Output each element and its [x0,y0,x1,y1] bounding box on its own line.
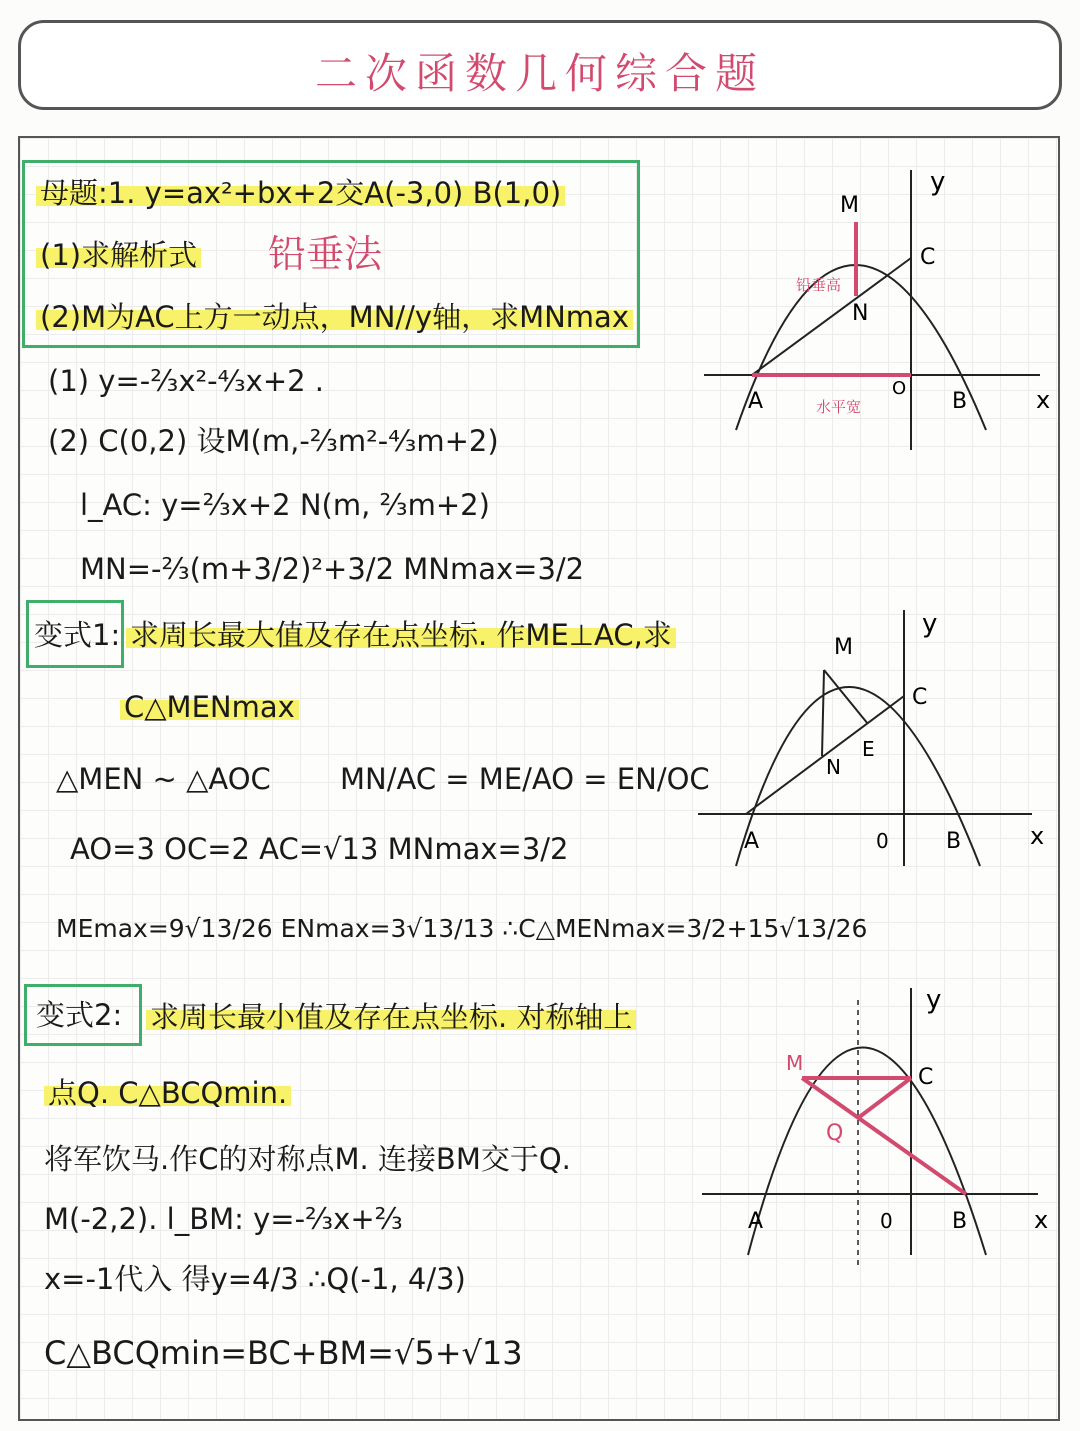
line-ac [746,696,904,814]
label-a: A [748,389,764,414]
label-n: N [826,755,841,779]
label-o: O [892,378,907,399]
variant1-values: AO=3 OC=2 AC=√13 MNmax=3/2 [70,832,569,866]
page-title: 二次函数几何综合题 [314,49,765,98]
label-x: x [1030,822,1045,850]
variant2-question-2: 点Q. C△BCQmin. [44,1076,291,1110]
label-x: x [1036,386,1051,414]
label-x: x [1034,1206,1049,1234]
segment-me [824,670,868,724]
variant2-tag: 变式2: [36,998,123,1032]
label-q: Q [826,1121,844,1146]
label-m: M [840,193,859,218]
segment-mn [822,670,824,756]
variant2-step-4: C△BCQmin=BC+BM=√5+√13 [44,1334,523,1372]
main-line-1: 母题:1. y=ax²+bx+2交A(-3,0) B(1,0) [36,176,565,210]
variant1-similar: △MEN ∼ △AOC [56,762,271,796]
label-n: N [852,301,869,326]
label-a: A [744,829,760,854]
graph-3 [690,980,1060,1280]
graph-1 [690,160,1060,460]
label-m: M [834,635,853,660]
solution-3: l_AC: y=⅔x+2 N(m, ⅔m+2) [80,488,490,522]
label-e: E [862,737,875,761]
variant1-tag: 变式1: [34,618,121,652]
label-vertical-height: 铅垂高 [796,276,842,294]
label-b: B [952,389,968,414]
label-a: A [748,1209,764,1234]
variant2-question: 求周长最小值及存在点坐标. 对称轴上 [146,1000,636,1034]
variant2-step-1: 将军饮马.作C的对称点M. 连接BM交于Q. [44,1142,571,1176]
solution-2: (2) C(0,2) 设M(m,-⅔m²-⁴⁄₃m+2) [48,424,499,458]
variant1-question: 求周长最大值及存在点坐标. 作ME⊥AC,求 [126,618,676,652]
segment-qc [858,1078,911,1118]
label-c: C [918,1065,934,1090]
graph-2 [690,604,1060,874]
variant1-question-2: C△MENmax [120,690,299,724]
variant1-ratio: MN/AC = ME/AO = EN/OC [340,762,710,796]
main-line-2: (1)求解析式 [36,238,201,272]
main-line-3: (2)M为AC上方一动点，MN//y轴，求MNmax [36,300,633,334]
variant2-step-3: x=-1代入 得y=4/3 ∴Q(-1, 4/3) [44,1262,466,1296]
solution-4: MN=-⅔(m+3/2)²+3/2 MNmax=3/2 [80,552,585,586]
label-y: y [922,609,938,639]
label-horizontal-width: 水平宽 [816,398,862,416]
label-m: M [786,1051,804,1075]
solution-1: (1) y=-⅔x²-⁴⁄₃x+2 . [48,364,325,398]
parabola [736,687,980,866]
variant2-step-2: M(-2,2). l_BM: y=-⅔x+⅔ [44,1202,403,1236]
label-o: 0 [880,1209,893,1233]
label-y: y [926,985,942,1015]
label-c: C [912,685,928,710]
label-c: C [920,245,936,270]
method-label: 铅垂法 [268,232,383,276]
label-b: B [952,1209,968,1234]
label-o: 0 [876,829,889,853]
variant1-result: MEmax=9√13/26 ENmax=3√13/13 ∴C△MENmax=3/2+15√13/26 [56,914,868,943]
label-y: y [930,167,946,197]
title-box [18,20,1062,110]
label-b: B [946,829,962,854]
